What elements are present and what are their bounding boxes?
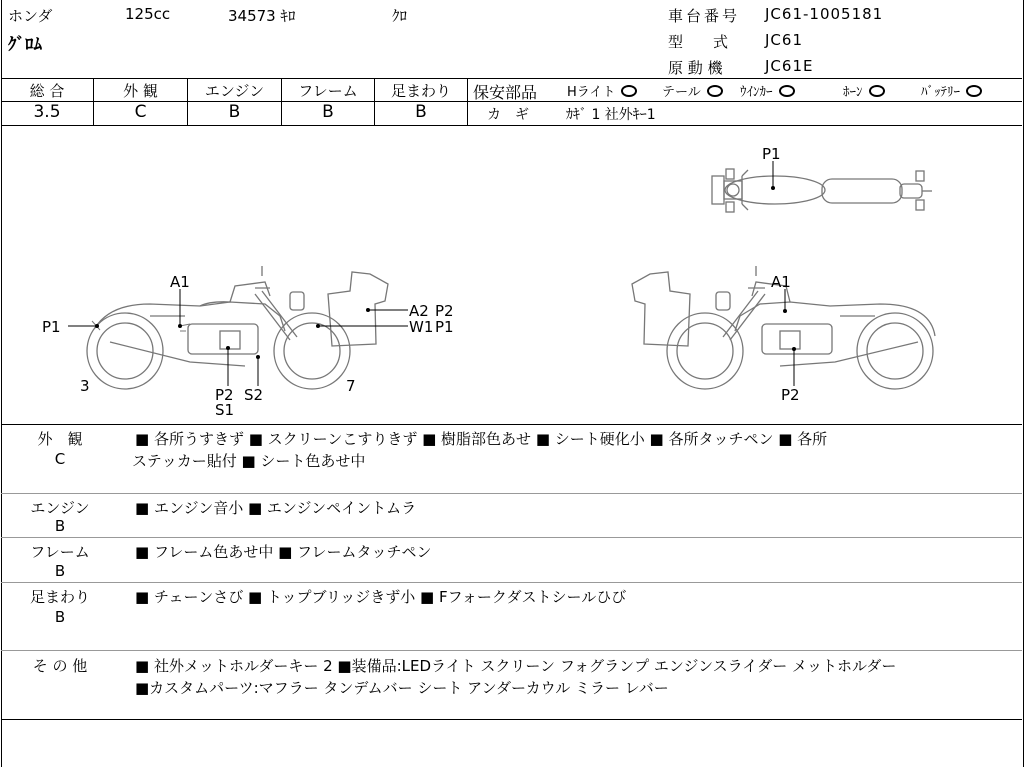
label-left-a1: A1 bbox=[170, 273, 190, 291]
remark-label-frame: フレーム bbox=[30, 543, 90, 561]
circle-mark-icon bbox=[621, 85, 637, 97]
safety-label: 保安部品 bbox=[473, 83, 538, 102]
label-left-s1: S1 bbox=[215, 401, 235, 419]
safety-item-headlight: Hライト bbox=[567, 81, 637, 100]
maker: ホンダ bbox=[8, 7, 53, 25]
grade-top-border bbox=[1, 78, 1022, 79]
circle-mark-icon bbox=[779, 85, 795, 97]
remark-grade-exterior: C bbox=[54, 450, 66, 468]
type-value: JC61 bbox=[765, 31, 803, 49]
damage-diagram bbox=[0, 126, 1024, 424]
remark-text-other-1: ■ 社外メットホルダーキー 2 ■装備品:LEDライト スクリーン フォグランプ エンジンスライダー メットホルダー bbox=[135, 657, 897, 675]
grade-header-engine: エンジン bbox=[204, 82, 265, 100]
displacement: 125cc bbox=[125, 5, 171, 23]
remark-grade-frame: B bbox=[54, 562, 66, 580]
grade-suspension: B bbox=[415, 102, 427, 122]
circle-mark-icon bbox=[707, 85, 723, 97]
grade-frame: B bbox=[322, 102, 334, 122]
model-name: ｸﾞﾛﾑ bbox=[8, 35, 42, 55]
circle-mark-icon bbox=[869, 85, 885, 97]
key-label: カ ギ bbox=[487, 107, 529, 123]
safety-item-winker: ｳｲﾝｶｰ bbox=[740, 81, 795, 100]
remark-label-suspension: 足まわり bbox=[29, 588, 90, 606]
label-left-p1: P1 bbox=[42, 318, 61, 336]
bike-left-view bbox=[87, 266, 388, 389]
engine-value: JC61E bbox=[765, 57, 814, 75]
label-left-w1: W1 bbox=[409, 318, 434, 336]
remark-text-other-2: ■カスタムパーツ:マフラー タンデムバー シート アンダーカウル ミラー レバー bbox=[135, 679, 669, 697]
remark-text-exterior-2: ステッカー貼付 ■ シート色あせ中 bbox=[132, 452, 366, 470]
safety-mid-line bbox=[467, 101, 1022, 102]
grade-engine: B bbox=[228, 102, 241, 122]
label-left-7: 7 bbox=[346, 377, 356, 395]
engine-label: 原 動 機 bbox=[668, 59, 723, 77]
bike-top-view bbox=[712, 169, 932, 212]
frame-no-label: 車台番号 bbox=[668, 7, 741, 25]
remark-text-frame: ■ フレーム色あせ中 ■ フレームタッチペン bbox=[135, 543, 432, 561]
safety-item-tail: テール bbox=[662, 81, 723, 100]
label-top-p1: P1 bbox=[762, 145, 781, 163]
safety-item-horn: ﾎｰﾝ bbox=[843, 81, 885, 100]
remark-grade-suspension: B bbox=[54, 608, 66, 626]
grade-total: 3.5 bbox=[33, 102, 61, 122]
type-label: 型 式 bbox=[668, 33, 729, 51]
remark-label-other: そ の 他 bbox=[32, 657, 88, 675]
mileage: 34573 ｷﾛ bbox=[228, 7, 296, 25]
grade-header-frame: フレーム bbox=[298, 82, 358, 100]
frame-no: JC61-1005181 bbox=[765, 5, 884, 23]
color: ｸﾛ bbox=[392, 7, 408, 25]
remark-text-engine: ■ エンジン音小 ■ エンジンペイントムラ bbox=[135, 499, 417, 517]
label-right-a1: A1 bbox=[771, 273, 791, 291]
grade-header-total: 総 合 bbox=[29, 82, 65, 100]
label-right-p2: P2 bbox=[781, 386, 800, 404]
remark-label-engine: エンジン bbox=[30, 499, 90, 517]
label-left-3: 3 bbox=[80, 377, 90, 395]
remark-text-exterior-1: ■ 各所うすきず ■ スクリーンこすりきず ■ 樹脂部色あせ ■ シート硬化小 ■ 各所タッチペン ■ 各所 bbox=[135, 430, 828, 448]
remark-grade-engine: B bbox=[54, 517, 66, 535]
remark-text-suspension: ■ チェーンさび ■ トップブリッジきず小 ■ Fフォークダストシールひび bbox=[135, 588, 627, 606]
safety-item-battery: ﾊﾞｯﾃﾘｰ bbox=[921, 81, 982, 100]
grade-header-suspension: 足まわり bbox=[390, 82, 451, 100]
grade-exterior: C bbox=[134, 102, 147, 122]
label-left-s2: S2 bbox=[244, 386, 264, 404]
key-value: ｶｷﾞ 1 社外ｷｰ1 bbox=[566, 107, 656, 123]
remark-label-exterior: 外 観 bbox=[37, 430, 83, 448]
circle-mark-icon bbox=[966, 85, 982, 97]
label-left-p2: P2 bbox=[215, 386, 234, 404]
label-left-a2: A2 bbox=[409, 302, 429, 320]
grade-header-exterior: 外 観 bbox=[123, 82, 158, 100]
label-left-p2b: P2 bbox=[435, 302, 454, 320]
label-left-p1b: P1 bbox=[435, 318, 454, 336]
